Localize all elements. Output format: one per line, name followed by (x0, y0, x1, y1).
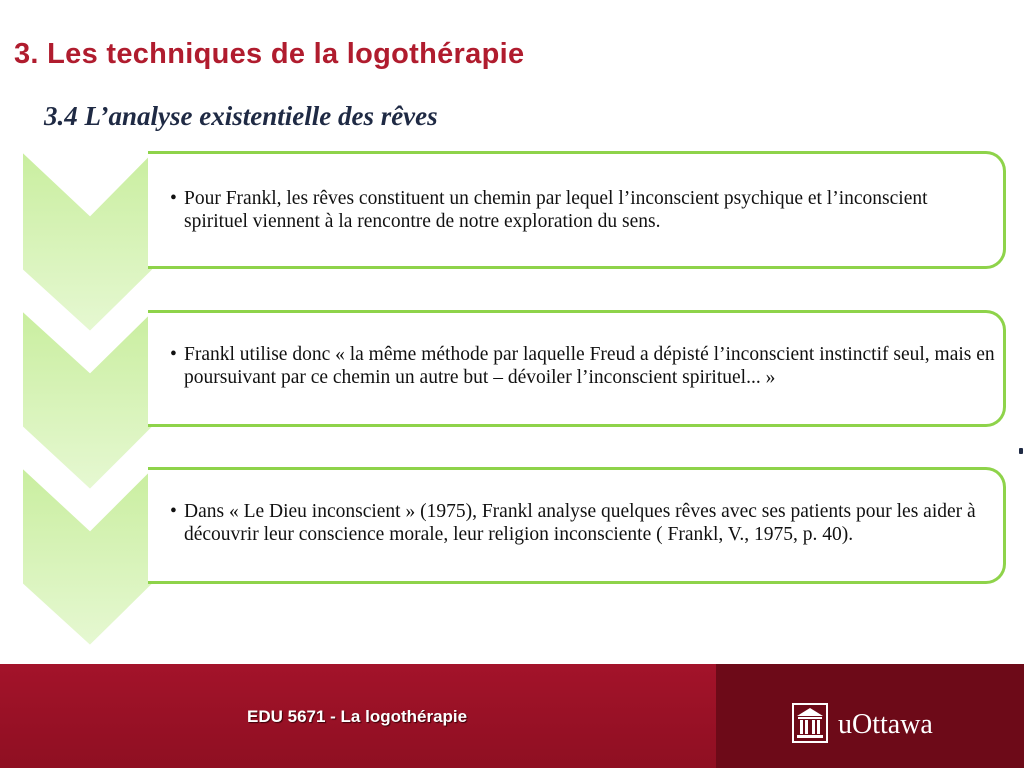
chevron-shape-3 (22, 467, 153, 646)
stray-mark (1019, 448, 1023, 454)
course-label: EDU 5671 - La logothérapie (247, 707, 468, 726)
uottawa-logo-text: uOttawa (838, 709, 933, 740)
bullet-text-2: • Frankl utilise donc « la même méthode par laquelle Freud a dépisté l’inconscient instinctif seul, mais en poursuivant par ce chemin un autre but – dévoiler l’inconscient spirituel... » (170, 343, 995, 389)
list-item (148, 467, 1006, 584)
chevron-shape-2 (22, 310, 153, 490)
slide-title: 3. Les techniques de la logothérapie (14, 38, 525, 70)
bullet-text-1: • Pour Frankl, les rêves constituent un chemin par lequel l’inconscient psychique et l’inconscient spirituel viennent à la rencontre de notre exploration du sens. (170, 187, 995, 233)
university-building-icon (792, 703, 828, 743)
bullet-text-3: • Dans « Le Dieu inconscient » (1975), Frankl analyse quelques rêves avec ses patients pour les aider à découvrir leur conscience morale, leur religion inconsciente ( Frankl, V., 1975, p. 40). (170, 500, 995, 546)
chevron-list (0, 0, 160, 660)
chevron-shape-1 (22, 151, 153, 332)
slide-subtitle: 3.4 L’analyse existentielle des rêves (44, 101, 438, 131)
list-item (148, 151, 1006, 269)
list-item (148, 310, 1006, 427)
